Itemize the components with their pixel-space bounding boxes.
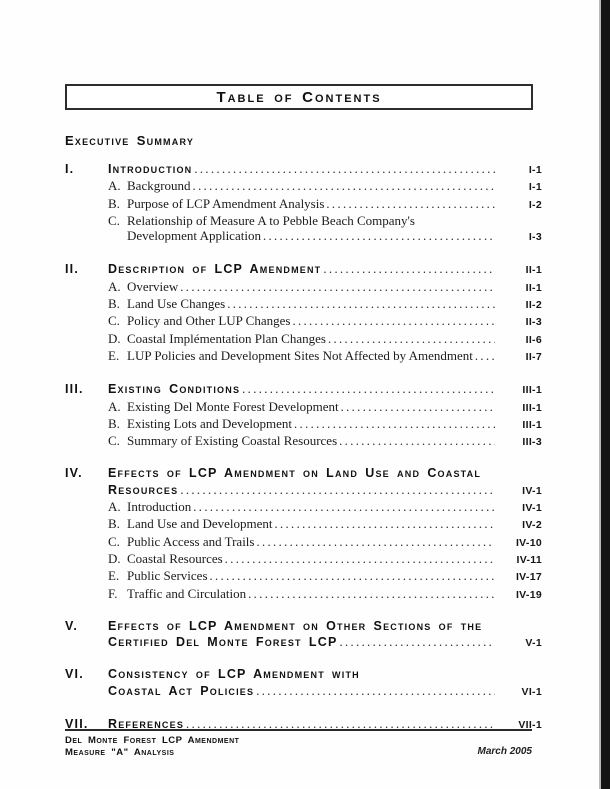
page-number: I-3 — [528, 231, 542, 244]
dot-leader — [292, 416, 495, 432]
dot-leader — [254, 683, 495, 699]
toc-entry — [65, 466, 542, 481]
dot-leader — [246, 586, 495, 602]
toc-entry — [65, 381, 542, 398]
toc-entry-continuation — [65, 683, 542, 700]
dot-leader — [473, 348, 495, 364]
page-number: V-1 — [525, 637, 542, 650]
section-title: Introduction — [108, 162, 193, 176]
dot-leader — [223, 551, 495, 567]
page-number: IV-19 — [515, 588, 542, 601]
section-numeral: III. — [65, 382, 84, 397]
dot-leader — [326, 331, 495, 347]
dot-leader — [338, 634, 496, 650]
toc-title-box — [65, 84, 533, 110]
dot-leader — [240, 381, 495, 397]
page-number: II-6 — [525, 333, 542, 346]
toc-section-v — [65, 619, 542, 652]
item-text: LUP Policies and Development Sites Not Affected by Amendment — [127, 347, 473, 363]
section-title-line1: Consistency of LCP Amendment with — [108, 667, 360, 682]
item-letter: C. — [108, 313, 120, 329]
item-text: Overview — [127, 278, 179, 294]
page-number: I-1 — [528, 164, 542, 176]
toc-section-i — [65, 161, 542, 245]
section-numeral: IV. — [65, 466, 83, 481]
toc-entry — [65, 534, 542, 551]
item-letter: B. — [108, 296, 120, 312]
toc-section-vi — [65, 667, 542, 700]
page-number: IV-11 — [516, 553, 542, 566]
section-title: Existing Conditions — [108, 382, 241, 397]
toc-entry — [65, 416, 542, 433]
item-text: Traffic and Circulation — [127, 585, 247, 601]
page-number: III-1 — [522, 384, 542, 397]
dot-leader — [321, 261, 495, 277]
toc-entry — [65, 568, 542, 585]
dot-leader — [339, 399, 495, 415]
toc-entry — [65, 313, 542, 330]
footer-date: March 2005 — [477, 746, 532, 757]
page-number: VII-1 — [518, 719, 542, 732]
toc-entry-continuation — [65, 482, 542, 499]
page-number: I-1 — [528, 181, 542, 194]
dot-leader — [225, 296, 495, 312]
toc-entry — [65, 213, 542, 228]
section-title: References — [108, 717, 185, 732]
item-text: Existing Del Monte Forest Development — [127, 398, 339, 414]
page-number: IV-1 — [522, 484, 542, 497]
item-text: Purpose of LCP Amendment Analysis — [127, 195, 325, 211]
toc-entry — [65, 667, 542, 682]
toc-entry — [65, 296, 542, 313]
footer-document-id — [65, 735, 239, 758]
toc-entry-continuation — [65, 634, 542, 651]
dot-leader — [324, 196, 495, 212]
item-letter: E. — [108, 347, 120, 363]
item-text: Summary of Existing Coastal Resources — [127, 433, 338, 449]
item-letter: C. — [108, 212, 120, 228]
page-number: II-2 — [525, 299, 542, 312]
section-title: Description of LCP Amendment — [108, 262, 322, 277]
toc-entry — [65, 196, 542, 213]
dot-leader — [272, 516, 495, 532]
item-text: Existing Lots and Development — [127, 415, 293, 431]
page-number: IV-17 — [515, 571, 542, 584]
item-text: Land Use Changes — [127, 296, 226, 312]
section-numeral: I. — [65, 162, 75, 176]
toc-entry — [65, 178, 542, 195]
dot-leader — [290, 313, 495, 329]
dot-leader — [208, 568, 495, 584]
dot-leader — [191, 178, 495, 194]
dot-leader — [337, 433, 495, 449]
section-numeral: II. — [65, 262, 80, 277]
item-letter: A. — [108, 398, 121, 414]
page-number: II-1 — [525, 264, 542, 277]
toc-entry — [65, 331, 542, 348]
item-text: Land Use and Development — [127, 516, 273, 532]
item-letter: A. — [108, 178, 121, 194]
item-letter: A. — [108, 278, 121, 294]
dot-leader — [261, 228, 495, 244]
dot-leader — [191, 499, 495, 515]
section-title-line1: Effects of LCP Amendment on Other Sections of the — [108, 618, 483, 633]
dot-leader — [178, 279, 495, 295]
toc-entry — [65, 551, 542, 568]
item-letter: A. — [108, 499, 121, 515]
item-text: Public Access and Trails — [127, 533, 255, 549]
page-number: III-1 — [522, 418, 542, 431]
item-text: Introduction — [127, 499, 192, 515]
page-number: III-3 — [522, 436, 542, 449]
toc-entry — [65, 161, 542, 178]
dot-leader — [178, 482, 495, 498]
page-number: IV-10 — [515, 536, 542, 549]
item-text: Policy and Other LUP Changes — [127, 313, 291, 329]
item-text: Coastal Resources — [127, 550, 223, 566]
section-title-line2: Coastal Act Policies — [108, 683, 255, 698]
item-letter: F. — [108, 585, 118, 601]
toc-entry — [65, 586, 542, 603]
page-number: VI-1 — [521, 685, 542, 698]
toc-entry — [65, 619, 542, 634]
toc-entry — [65, 516, 542, 533]
footer-line1: Del Monte Forest LCP Amendment — [65, 735, 240, 746]
item-letter: D. — [108, 330, 121, 346]
toc-section-iii — [65, 381, 542, 450]
page-number: II-7 — [525, 350, 542, 363]
item-letter: C. — [108, 533, 120, 549]
item-text: Background — [127, 178, 191, 194]
page-number: I-2 — [528, 198, 542, 211]
page-number: II-3 — [525, 316, 542, 329]
toc-entry — [65, 499, 542, 516]
item-text: Public Services — [127, 568, 208, 584]
page-number: II-1 — [525, 281, 542, 294]
toc-entry-continuation — [65, 228, 542, 245]
item-letter: B. — [108, 195, 120, 211]
item-text: Coastal Implémentation Plan Changes — [127, 330, 326, 346]
section-numeral: VI. — [65, 667, 84, 682]
toc-entry — [65, 261, 542, 278]
page-footer — [65, 729, 532, 758]
item-letter: C. — [108, 433, 120, 449]
toc-section-iv — [65, 466, 542, 602]
page-content — [65, 84, 542, 733]
page-number: III-1 — [522, 401, 542, 414]
item-letter: B. — [108, 516, 120, 532]
executive-summary-heading: Executive Summary — [65, 133, 195, 148]
item-letter: D. — [108, 550, 121, 566]
toc-entry — [65, 399, 542, 416]
page-number: IV-2 — [522, 519, 542, 532]
scanner-edge-bar — [599, 0, 610, 789]
section-title-line1: Effects of LCP Amendment on Land Use and Coastal — [108, 466, 482, 481]
page-title: Table of Contents — [216, 88, 382, 106]
item-letter: E. — [108, 568, 120, 584]
section-title-line2: Resources — [108, 482, 179, 497]
toc-section-ii — [65, 261, 542, 365]
dot-leader — [192, 161, 495, 177]
dot-leader — [254, 534, 495, 550]
section-numeral: V. — [65, 618, 79, 633]
item-letter: B. — [108, 415, 120, 431]
page-number: IV-1 — [522, 502, 542, 515]
footer-line2: Measure "A" Analysis — [65, 746, 175, 758]
section-numeral: VII. — [65, 717, 89, 732]
toc-entry — [65, 348, 542, 365]
toc-entry — [65, 433, 542, 450]
section-title-line2: Certified Del Monte Forest LCP — [108, 635, 338, 650]
item-text: Development Application — [127, 228, 261, 244]
item-text: Relationship of Measure A to Pebble Beach Company's — [127, 212, 415, 228]
toc-entry — [65, 279, 542, 296]
